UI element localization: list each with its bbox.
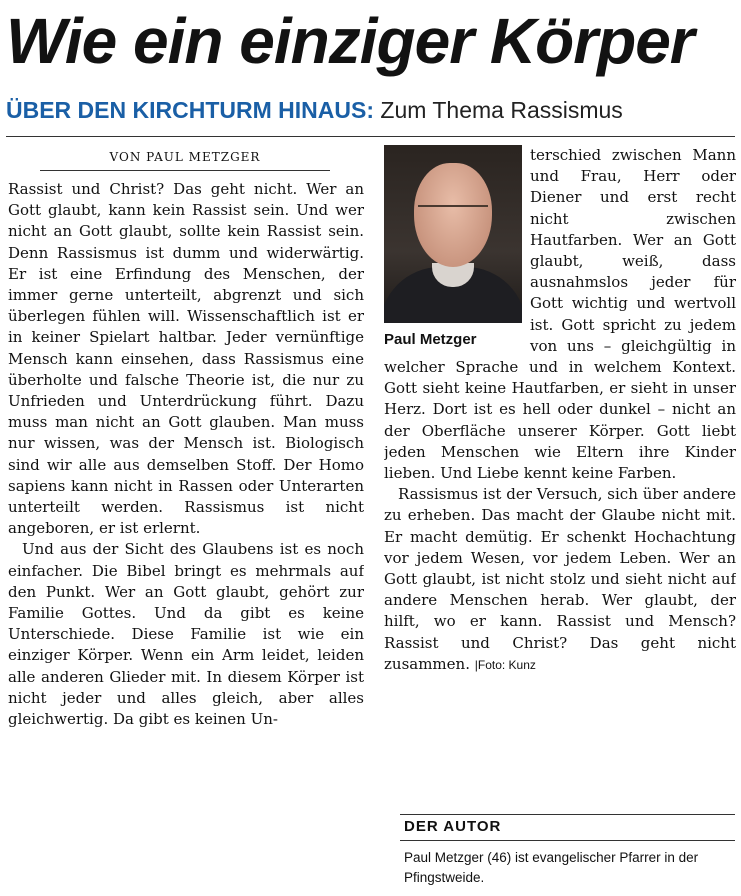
paragraph: Und aus der Sicht des Glaubens ist es noch einfacher. Die Bibel bringt es mehrmals auf den Punkt. Wer an Gott glaubt, gehört zur Familie Gottes. Und da gibt es keine Unterschiede. Diese Familie ist wie ein einziger Körper. Wenn ein Arm leidet, leiden alle anderen Glieder mit. In diesem Körper ist nicht jeder und alles gleich, aber alles gleichwertig. Da gibt es keinen Un- bbox=[8, 540, 364, 729]
author-photo bbox=[384, 145, 522, 323]
section-kicker: ÜBER DEN KIRCHTURM HINAUS: bbox=[6, 97, 374, 123]
author-box-title: DER AUTOR bbox=[404, 818, 502, 835]
photo-credit: |Foto: Kunz bbox=[474, 657, 536, 672]
byline-rule bbox=[40, 170, 330, 171]
paragraph-text: Rassismus ist der Versuch, sich über andere zu erheben. Das macht der Glaube nicht mit. Er macht demütig. Er schenkt Hochachtung vor jedem Wesen, vor jedem Leben. Wer an Gott glaubt, ist nicht stolz und sieht nicht auf andere Menschen herab. Wer glaubt, der hilft, wo er kann. Rassist und Mensch? Rassist und Christ? Das geht nicht zusammen. bbox=[384, 485, 736, 673]
author-box-rule bbox=[400, 814, 735, 815]
photo-glasses bbox=[418, 205, 488, 221]
article-column-2 bbox=[384, 145, 736, 807]
paragraph-text: terschied zwischen Mann und Frau, Herr oder Diener und erst recht nicht zwischen Hautfarben. Wer an Gott glaubt, weiß, dass ausnahmslos jeder für Gott wichtig und wertvoll ist. Gott spricht zu jedem von uns – gleichgültig in welcher Sprache und in welchem Kontext. Gott sieht keine Hautfarben, er sieht in unser Herz. Dort ist es hell oder dunkel – nicht an der Oberfläche unserer Körper. Gott liebt jeden Menschen wie Eltern ihre Kinder lieben. Und Liebe kennt keine Farben. bbox=[384, 146, 736, 483]
photo-caption: Paul Metzger bbox=[384, 331, 477, 348]
headline: Wie ein einziger Körper bbox=[6, 5, 694, 77]
topic-label: Zum Thema Rassismus bbox=[380, 97, 623, 123]
author-box-rule-2 bbox=[400, 840, 735, 841]
article-column-1 bbox=[8, 179, 364, 891]
subheadline bbox=[6, 94, 623, 126]
top-rule bbox=[6, 136, 735, 137]
byline: VON PAUL METZGER bbox=[109, 150, 261, 164]
paragraph: Rassist und Christ? Das geht nicht. Wer an Gott glaubt, kann kein Rassist sein. Und wer nicht an Gott glaubt, sollte kein Rassist sein. Denn Rassismus ist dumm und widerwärtig. Er ist eine Erfindung des Menschen, der immer gerne unterteilt, abgrenzt und sich überlegen fühlen will. Wissenschaftlich ist er in keiner Spielart haltbar. Jeder vernünftige Mensch kann einsehen, dass Rassismus eine überholte und falsche Theorie ist, die nur zu Unfrieden und Unterdrückung führt. Dazu muss man nicht an Gott glauben. Man muss nur wissen, was der Mensch ist. Biologisch sind wir alle aus demselben Stoff. Der Homo sapiens kann nicht in Rassen oder Unterarten unterteilt werden. Rassismus ist nicht angeboren, er ist erlernt. bbox=[8, 180, 364, 538]
paragraph bbox=[384, 484, 736, 676]
author-box-text: Paul Metzger (46) ist evangelischer Pfarrer in der Pfingstweide. bbox=[404, 850, 699, 885]
